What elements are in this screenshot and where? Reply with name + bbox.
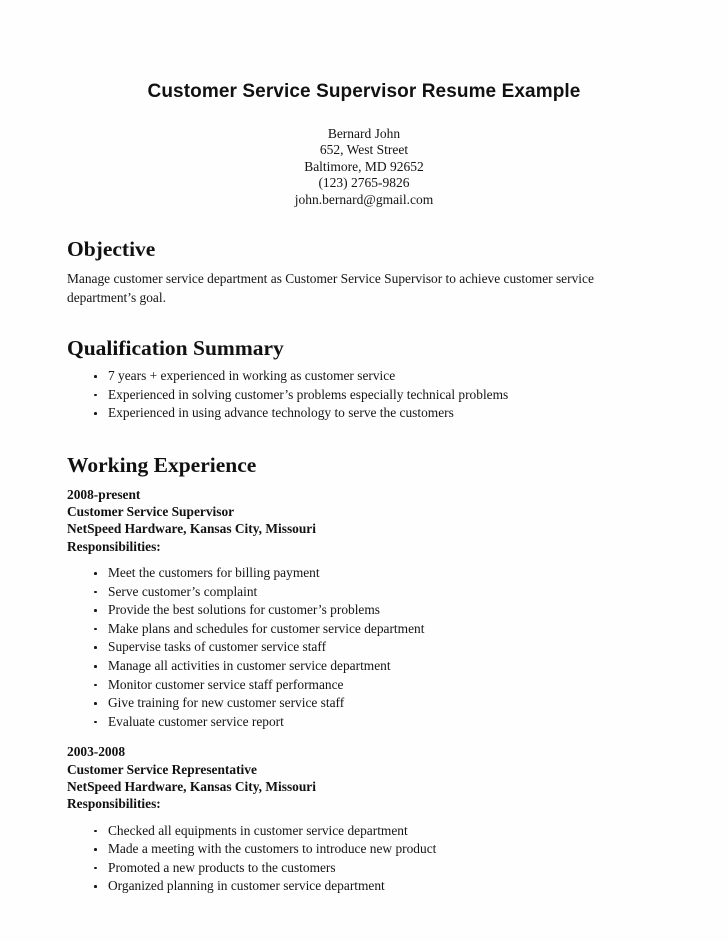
job-position: Customer Service Supervisor	[67, 504, 235, 520]
job-position: Customer Service Representative	[67, 761, 257, 777]
page-title: Customer Service Supervisor Resume Example	[147, 81, 581, 102]
job-entry	[67, 477, 680, 732]
section-heading-qualification-summary: Qualification Summary	[67, 336, 284, 361]
list-item: Evaluate customer service report	[67, 713, 680, 732]
job-responsibilities-list	[67, 555, 680, 731]
job-employer: NetSpeed Hardware, Kansas City, Missouri	[67, 521, 316, 537]
contact-block	[0, 104, 728, 208]
list-item: Provide the best solutions for customer’s problems	[67, 601, 680, 620]
section-working-experience	[67, 423, 680, 896]
contact-name: Bernard John	[327, 126, 401, 141]
section-objective	[67, 208, 680, 307]
job-responsibilities-label: Responsibilities:	[67, 538, 161, 554]
contact-street: 652, West Street	[319, 142, 409, 158]
contact-city-state-zip: Baltimore, MD 92652	[304, 158, 424, 174]
contact-email: john.bernard@gmail.com	[294, 191, 434, 207]
job-responsibilities-list	[67, 813, 680, 896]
job-entry	[67, 731, 680, 896]
job-dates: 2008-present	[67, 486, 141, 502]
list-item: Promoted a new products to the customers	[67, 859, 680, 878]
list-item: Meet the customers for billing payment	[67, 564, 680, 583]
resume-content	[0, 208, 728, 896]
contact-phone: (123) 2765-9826	[318, 175, 410, 191]
job-responsibilities-label: Responsibilities:	[67, 796, 161, 812]
section-heading-objective: Objective	[67, 237, 156, 262]
list-item: Checked all equipments in customer service department	[67, 822, 680, 841]
list-item: 7 years + experienced in working as customer service	[67, 367, 680, 386]
list-item: Experienced in solving customer’s problems especially technical problems	[67, 386, 680, 405]
qualification-list	[67, 360, 680, 423]
list-item: Give training for new customer service staff	[67, 694, 680, 713]
list-item: Experienced in using advance technology to serve the customers	[67, 404, 680, 423]
list-item: Manage all activities in customer service department	[67, 657, 680, 676]
job-dates: 2003-2008	[67, 744, 126, 760]
job-employer: NetSpeed Hardware, Kansas City, Missouri	[67, 778, 316, 794]
list-item: Made a meeting with the customers to introduce new product	[67, 840, 680, 859]
section-heading-working-experience: Working Experience	[67, 452, 257, 477]
objective-text: Manage customer service department as Customer Service Supervisor to achieve customer service department’s goal.	[67, 271, 594, 306]
list-item: Monitor customer service staff performance	[67, 676, 680, 695]
list-item: Serve customer’s complaint	[67, 583, 680, 602]
list-item: Supervise tasks of customer service staff	[67, 638, 680, 657]
section-qualification-summary	[67, 307, 680, 423]
list-item: Organized planning in customer service department	[67, 877, 680, 896]
list-item: Make plans and schedules for customer service department	[67, 620, 680, 639]
